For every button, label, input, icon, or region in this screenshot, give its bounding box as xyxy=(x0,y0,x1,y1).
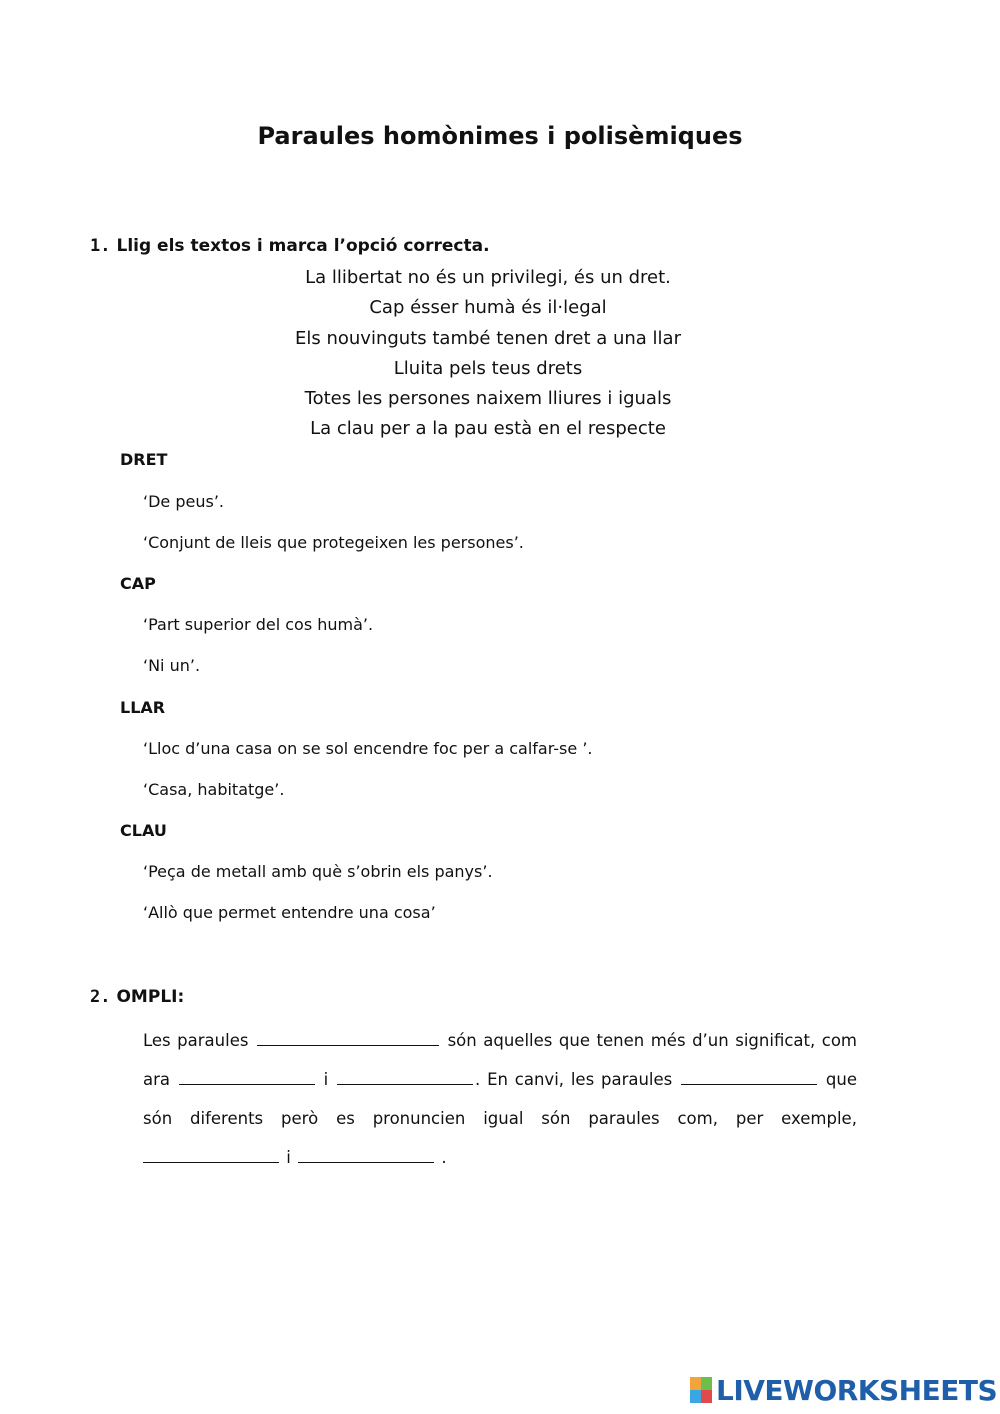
exercise-1-heading xyxy=(90,236,490,256)
fill-word: igual xyxy=(483,1109,524,1128)
exercise-1-number: 1. xyxy=(90,236,111,256)
fill-text: són aquelles que tenen més d’un significat, com xyxy=(447,1031,858,1050)
quote-line: Totes les persones naixem lliures i iguals xyxy=(304,388,672,410)
word-heading-clau: CLAU xyxy=(120,821,167,840)
page-title: Paraules homònimes i polisèmiques xyxy=(257,122,743,150)
exercise-2-instruction: OMPLI: xyxy=(116,987,185,1007)
option-cap-2[interactable]: ‘Ni un’. xyxy=(143,656,201,675)
word-heading-dret: DRET xyxy=(120,450,168,469)
blank-4[interactable] xyxy=(681,1066,817,1085)
logo-tile xyxy=(701,1377,712,1390)
option-llar-2[interactable]: ‘Casa, habitatge’. xyxy=(143,780,285,799)
fill-word: paraules xyxy=(588,1109,660,1128)
liveworksheets-logo[interactable] xyxy=(690,1374,997,1406)
blank-3[interactable] xyxy=(337,1066,473,1085)
exercise-1-instruction: Llig els textos i marca l’opció correcta. xyxy=(116,236,490,256)
fill-text: que xyxy=(825,1070,857,1089)
fill-text: i xyxy=(323,1070,329,1089)
logo-text: LIVEWORKSHEETS xyxy=(716,1373,998,1407)
exercise-2-number: 2. xyxy=(90,987,111,1007)
fill-word: diferents xyxy=(190,1109,264,1128)
option-dret-1[interactable]: ‘De peus’. xyxy=(143,492,224,511)
quote-line: La llibertat no és un privilegi, és un dret. xyxy=(305,267,671,288)
quote-line: Lluita pels teus drets xyxy=(393,357,583,379)
fill-word: exemple, xyxy=(781,1109,857,1128)
fill-line-4 xyxy=(143,1138,857,1177)
quote-line: Els nouvinguts també tenen dret a una llar xyxy=(295,327,681,349)
option-clau-2[interactable]: ‘Allò que permet entendre una cosa’ xyxy=(143,903,436,922)
fill-word: pronuncien xyxy=(372,1109,466,1128)
fill-text: . xyxy=(441,1148,447,1167)
fill-word: són xyxy=(143,1109,173,1128)
fill-line-2 xyxy=(143,1060,857,1099)
exercise-2-heading xyxy=(90,987,184,1007)
option-llar-1[interactable]: ‘Lloc d’una casa on se sol encendre foc per a calfar-se ’. xyxy=(143,739,593,758)
blank-2[interactable] xyxy=(179,1066,315,1085)
option-clau-1[interactable]: ‘Peça de metall amb què s’obrin els panys’. xyxy=(143,862,493,881)
word-heading-cap: CAP xyxy=(120,574,156,593)
blank-5[interactable] xyxy=(143,1144,279,1163)
logo-tile xyxy=(701,1390,712,1403)
blank-6[interactable] xyxy=(298,1144,434,1163)
fill-line-1 xyxy=(143,1021,857,1060)
fill-text: i xyxy=(286,1148,291,1167)
fill-word: es xyxy=(336,1109,355,1128)
fill-word: per xyxy=(735,1109,764,1128)
quotes-block xyxy=(0,263,976,445)
quote-line: La clau per a la pau està en el respecte xyxy=(310,418,666,440)
fill-text: . En canvi, les paraules xyxy=(475,1070,673,1089)
fill-text: Les paraules xyxy=(143,1031,249,1050)
word-heading-llar: LLAR xyxy=(120,698,166,717)
fill-word: com, xyxy=(677,1109,718,1128)
fill-word: són xyxy=(541,1109,571,1128)
option-dret-2[interactable]: ‘Conjunt de lleis que protegeixen les persones’. xyxy=(143,533,524,552)
logo-tile xyxy=(690,1377,701,1390)
fill-word: però xyxy=(281,1109,319,1128)
option-cap-1[interactable]: ‘Part superior del cos humà’. xyxy=(143,615,374,634)
fill-text: ara xyxy=(143,1070,171,1089)
fill-line-3 xyxy=(143,1099,857,1138)
logo-tile xyxy=(690,1390,701,1403)
fill-paragraph xyxy=(143,1021,857,1177)
liveworksheets-logo-icon xyxy=(690,1377,712,1403)
blank-1[interactable] xyxy=(257,1027,439,1046)
quote-line: Cap ésser humà és il·legal xyxy=(369,297,607,319)
